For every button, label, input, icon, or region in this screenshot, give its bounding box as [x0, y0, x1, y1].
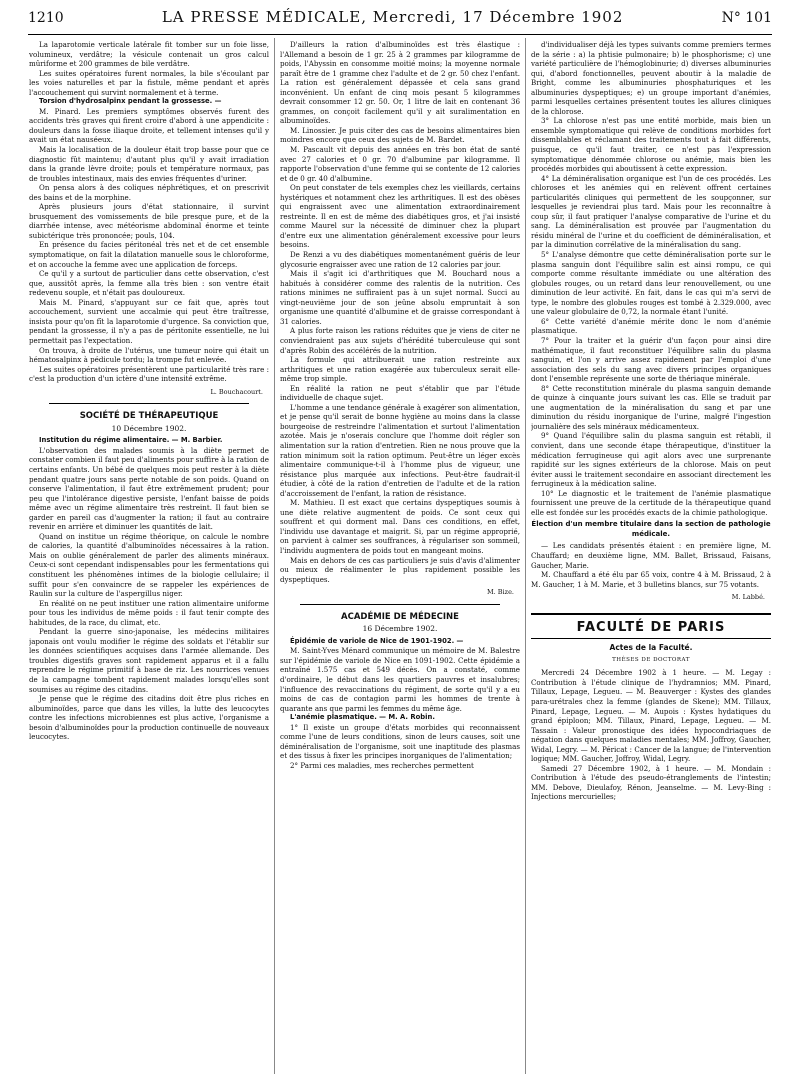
section-date: 10 Décembre 1902. [111, 423, 187, 433]
paragraph: Mercredi 24 Décembre 1902 à 1 heure. — M. Legay : Contribution à l'étude clinique de l'hydramnios; MM. Pinard, Tillaux, Lepage, Legueu. — M. Beauverger : Kystes des glandes para-urétrales chez la femme (glandes de Skene); MM. Tillaux, Pinard, Lepage, Legueu. — M. Aupois : Kystes hydatiques du grand épiploon; MM. Tillaux, Pinard, Lepage, Legueu. — M. Tassain : Valeur pronostique des idées hypocondriaques de négation dans quelques maladies mentales; MM. Joffroy, Gaucher, Widal, Legry. — M. Péricat : Cancer de la langue; de l'intervention logique; MM. Gaucher, Joffroy, Widal, Legry. [531, 668, 771, 764]
section-heading: Actes de la Faculté. [609, 643, 693, 653]
paragraph: Mais la localisation de la douleur était trop basse pour que ce diagnostic fût maintenu; d'autant plus qu'il y avait irradiation dans la grande lèvre droite; pouls et température normaux, pas de troubles intestinaux, mais des envies fréquentes d'uriner. [29, 145, 269, 183]
paragraph: En présence du facies péritonéal très net et de cet ensemble symptomatique, on fait la dilatation manuelle sous le chloroforme, et on accouche la femme avec une application de forceps. [29, 240, 269, 269]
column-divider [525, 38, 526, 1074]
column-1 [29, 40, 269, 1076]
paragraph: 3° La chlorose n'est pas une entité morbide, mais bien un ensemble symptomatique qui relève de conditions morbides fort dissemblables et réclamant des traitements tout à fait différents, puisque, ce qu'il faut traiter, ce n'est pas l'expression symptomatique dénommée chlorose ou anémie, mais bien les procédés morbides qui aboutissent à cette expression. [531, 116, 771, 174]
paragraph: d'individualiser déjà les types suivants comme premiers termes de la série : a) la phtisie pulmonaire; b) le phosphorisme; c) une variété particulière de l'hémoglobinurie; d) diverses albuminuries qui, d'abord fonctionnelles, peuvent aboutir à la maladie de Bright, comme les albuminuries phosphaturiques et les albuminuries dyspeptiques; e) un groupe important d'anémies, parmi lesquelles certaines présentent toutes les allures cliniques de la chlorose. [531, 40, 771, 116]
paragraph: M. Chauffard a été élu par 65 voix, contre 4 à M. Brissaud, 2 à M. Gaucher, 1 à M. Marie, et 3 bulletins blancs, sur 75 votants. [531, 570, 771, 589]
signature: L. Bouchacourt. [210, 387, 263, 396]
section-rule [49, 403, 249, 404]
paragraph: On pensa alors à des coliques néphrétiques, et on prescrivit des bains et de la morphine. [29, 183, 269, 202]
page-number: 1210 [28, 10, 64, 26]
paragraph: On peut constater de tels exemples chez les vieillards, certains hystériques et notamment chez les arthritiques. Il est des obèses qui engraissent avec une alimentation extraordinairement restreinte. Il en est de même des diabétiques gros, et j'ai insisté comme Maurel sur la nécessité de diminuer chez la plupart d'entre eux une alimentation généralement excessive pour leurs besoins. [280, 183, 520, 250]
paragraph: La laparotomie verticale latérale fit tomber sur un foie lisse, volumineux, verdâtre; la vésicule contenait un gros calcul mûriforme et 200 grammes de bile verdâtre. [29, 40, 269, 69]
paragraph: 10° Le diagnostic et le traitement de l'anémie plasmatique fournissent une preuve de la certitude de la thérapeutique quand elle est fondée sur les procédés exacts de la chimie pathologique. [531, 488, 771, 517]
paragraph: L'homme a une tendance générale à exagérer son alimentation, et je pense qu'il serait de bonne hygiène au moins dans la classe bourgeoise de restreindre l'alimentation et surtout l'alimentation azotée. Mais je n'oserais conclure que l'homme doit régler son alimentation sur la ration d'entretien. Rien ne nous prouve que la ration minimum soit la ration optimum. Peut-être un léger excès alimentaire communique-t-il à l'homme plus de vigueur, une résistance plus marquée aux infections. Peut-être faudrait-il étudier, à côté de la ration d'entretien de l'adulte et de la ration d'accroissement de l'enfant, la ration de résistance. [280, 402, 520, 498]
paragraph: Pendant la guerre sino-japonaise, les médecins militaires japonais ont voulu modifier le régime des soldats et l'établir sur les données scientifiques acquises dans l'armée allemande. Des troubles digestifs graves sont rapidement apparus et il a fallu reprendre le régime primitif à base de riz. Les nourrices venues de la campagne tombent rapidement malades lorsqu'elles sont soumises au régime des citadins. [29, 627, 269, 694]
paragraph: De Renzi a vu des diabétiques momentanément guéris de leur glycosurie engraisser avec une ration de 12 calories par jour. [280, 250, 520, 269]
paragraph: 1° Il existe un groupe d'états morbides qui reconnaissent comme l'une de leurs conditions, sinon de leurs causes, soit une déminéralisation de l'organisme, soit une inaptitude des plasmas et des tissus à fixer les principes inorganiques de l'alimentation; [280, 722, 520, 761]
paragraph: 8° Cette reconstitution minérale du plasma sanguin demande de quinze à cinquante jours suivant les cas. Elle se traduit par une augmentation de la minéralisation du sang et par une diminution du résidu inorganique de l'urine, malgré l'ingestion journalière des sels minéraux médicamenteux. [531, 383, 771, 431]
section-heading: Élection d'un membre titulaire dans la section de pathologie médicale. [531, 520, 771, 538]
paragraph: Les suites opératoires présentèrent une particularité très rare : c'est la production d'un ictère d'une intensité extrême. [29, 364, 269, 384]
paragraph: En réalité la ration ne peut s'établir que par l'étude individuelle de chaque sujet. [280, 383, 520, 403]
paragraph: Samedi 27 Décembre 1902, à 1 heure. — M. Mondain : Contribution à l'étude des pseudo-étranglements de l'intestin; MM. Debove, Dieulafoy, Rénon, Jeanselme. — M. Levy-Bing : Injections mercurielles; [531, 763, 771, 802]
paragraph: Les suites opératoires furent normales, la bile s'écoulant par les voies naturelles et par la fistule, même pendant et après l'accouchement qui survint normalement et à terme. [29, 68, 269, 97]
column-divider [274, 38, 275, 1074]
section-date: 16 Décembre 1902. [362, 624, 438, 634]
paragraph: M. Mathieu. Il est exact que certains dyspeptiques soumis à une diète relative augmentent de poids. Ce sont ceux qui souffrent et qui dorment mal. Dans ces conditions, en effet, l'individu use davantage et maigrit. Si, par un régime approprié, on parvient à calmer ses souffrances, à régulariser son sommeil, l'individu augmentera de poids tout en mangeant moins. [280, 498, 520, 555]
column-2 [280, 40, 520, 1076]
paragraph: Mais en dehors de ces cas particuliers je suis d'avis d'alimenter ou mieux de réalimenter le plus rapidement possible les dyspeptiques. [280, 555, 520, 584]
journal-title: LA PRESSE MÉDICALE, Mercredi, 17 Décembre 1902 [161, 8, 624, 26]
page-header [28, 8, 772, 32]
paragraph: M. Pinard. Les premiers symptômes observés furent des accidents très graves qui firent croire d'abord à une appendicite : douleurs dans la fosse iliaque droite, et tellement intenses qu'il y avait un état nauséeux. [29, 106, 269, 145]
faculty-banner [531, 613, 771, 640]
paragraph: — Les candidats présentés étaient : en première ligne, M. Chauffard; en deuxième ligne, MM. Ballet, Brissaud, Faisans, Gaucher, Marie. [531, 541, 771, 570]
section-title: ACADÉMIE DE MÉDECINE [341, 611, 459, 622]
paragraph: 4° La déminéralisation organique est l'un de ces procédés. Les chloroses et les anémies qui en relèvent offrent certaines particularités cliniques qui permettent de les soupçonner, sur lesquelles je reviendrai plus tard. Mais pour les reconnaître à coup sûr, il faut pratiquer l'analyse comparative de l'urine et du sang. La déminéralisation est prouvée par l'augmentation du résidu minéral de l'urine et du coefficient de déminéralisation, et par la diminution corrélative de la minéralisation du sang. [531, 173, 771, 250]
section-rule [300, 604, 500, 605]
column-3 [531, 40, 771, 1076]
paragraph: 9° Quand l'équilibre salin du plasma sanguin est rétabli, il convient, dans une seconde étape thérapeutique, d'instituer la médication ferrugineuse qui agit alors avec une surprenante rapidité sur les signes extérieurs de la chlorose. Mais on peut éviter aussi le traitement secondaire en associant directement les ferrugineux à la médication saline. [531, 431, 771, 489]
paragraph: L'observation des malades soumis à la diète permet de constater combien il faut peu d'aliments pour suffire à la ration de certains enfants. Un bébé de quelques mois peut rester à la diète pendant quatre jours sans perte notable de son poids. Quand on conserve l'alimentation, il faut être extrêmement prudent; pour peu que l'intolérance digestive persiste, l'enfant baisse de poids même avec un régime alimentaire très restreint. Il faut bien se garder en pareil cas d'augmenter la ration; il faut au contraire revenir en arrière et diminuer les quantités de lait. [29, 445, 269, 532]
paragraph: M. Saint-Yves Ménard communique un mémoire de M. Balestre sur l'épidémie de variole de Nice en 1091-1902. Cette épidémie a entraîné 1.575 cas et 549 décès. On a constaté, comme d'ordinaire, le début dans les quartiers pauvres et insalubres; l'influence des revaccinations du régiment, de sorte qu'il y a eu moins de cas de contagion parmi les hommes de trente à quarante ans que parmi les femmes du même âge. [280, 646, 520, 713]
section-heading: L'anémie plasmatique. — M. A. Robin. [290, 713, 435, 722]
paragraph: Mais il s'agit ici d'arthritiques que M. Bouchard nous a habitués à considérer comme des ralentis de la nutrition. Ces rations minimes ne suffiraient pas à un sujet normal. Succi au vingt-neuvième jour de son jeûne absolu empruntait à son organisme une quantité d'albumine et de graisse correspondant à 31 calories. [280, 269, 520, 326]
paragraph: Quand on institue un régime théorique, on calcule le nombre de calories, la quantité d'albuminoïdes nécessaires à la ration. Mais on oublie généralement de parler des aliments minéraux. Ceux-ci sont cependant indispensables pour les fermentations qui constituent les phénomènes intimes de la biologie cellulaire; il suffit pour s'en convaincre de se rappeler les expériences de Raulin sur la culture de l'aspergillus niger. [29, 531, 269, 599]
paragraph: La formule qui attribuerait une ration restreinte aux arthritiques et une ration exagérée aux tuberculeux serait elle-même trop simple. [280, 355, 520, 384]
paragraph: D'ailleurs la ration d'albuminoïdes est très élastique : l'Allemand a besoin de 1 gr. 25 à 2 grammes par kilogramme de poids, l'Abyssin en consomme moitié moins; la moyenne normale paraît être de 1 gramme chez l'adulte et de 2 gr. 50 chez l'enfant. La ration est généralement dépassée et cela sans grand inconvénient. Un enfant de cinq mois pesant 5 kilogrammes devrait consommer 12 gr. 50. Or, 1 litre de lait en contenant 36 grammes, on conçoit facilement qu'il y ait suralimentation en albuminoïdes. [280, 40, 520, 126]
paragraph: Après plusieurs jours d'état stationnaire, il survint brusquement des vomissements de bile presque pure, et de la diarrhée intense, avec météorisme abdominal énorme et teinte subictérique très prononcée; pouls, 104. [29, 202, 269, 240]
section-heading: Institution du régime alimentaire. — M. Barbier. [39, 436, 223, 445]
signature: M. Labbé. [731, 593, 765, 602]
paragraph: A plus forte raison les rations réduites que je viens de citer ne conviendraient pas aux sujets d'hérédité tuberculeuse qui sont d'après Robin des accélérés de la nutrition. [280, 326, 520, 355]
paragraph: 5° L'analyse démontre que cette déminéralisation porte sur le plasma sanguin dont l'équilibre salin est ainsi rompu, ce qui comporte comme résultante immédiate ou une altération des globules rouges, ou un retard dans leur renouvellement, ou une diminution de leur activité. En fait, dans le cas qui m'a servi de type, le nombre des globules rouges est tombé à 2.329.000, avec une valeur globulaire de 0,72, la normale étant l'unité. [531, 250, 771, 317]
issue-number: N° 101 [721, 10, 772, 26]
section-title: FACULTÉ DE PARIS [576, 619, 726, 635]
section-title: SOCIÉTÉ DE THÉRAPEUTIQUE [79, 411, 219, 422]
paragraph: M. Pascault vit depuis des années en très bon état de santé avec 27 calories et 0 gr. 70 d'albumine par kilogramme. Il rapporte l'observation d'une femme qui se contente de 12 calories et de 0 gr. 40 d'albumine. [280, 145, 520, 183]
header-rule [28, 34, 772, 35]
paragraph: En réalité on ne peut instituer une ration alimentaire uniforme pour tous les individus de même poids : il faut tenir compte des habitudes, de la race, du climat, etc. [29, 598, 269, 627]
section-heading: Torsion d'hydrosalpinx pendant la grossesse. — [39, 97, 222, 106]
signature: M. Bize. [487, 588, 514, 597]
paragraph: M. Linossier. Je puis citer des cas de besoins alimentaires bien moindres encore que ceux des sujets de M. Bardet. [280, 125, 520, 145]
subsection-heading: THÈSES DE DOCTORAT [612, 656, 690, 663]
paragraph: 7° Pour la traiter et la guérir d'un façon pour ainsi dire mathématique, il faut reconstituer l'équilibre salin du plasma sanguin, et l'on y arrive assez rapidement par l'emploi d'une association des sels du sang avec divers principes organiques dont l'ensemble représente une sorte de thériaque minérale. [531, 335, 771, 384]
paragraph: Je pense que le régime des citadins doit être plus riches en albuminoïdes, parce que dans les villes, la lutte des leucocytes contre les infections microbiennes est plus active, l'organisme a besoin d'albuminoïdes pour la production continuelle de nouveaux leucocytes. [29, 694, 269, 742]
paragraph: 2° Parmi ces maladies, mes recherches permettent [290, 760, 474, 770]
paragraph: Mais M. Pinard, s'appuyant sur ce fait que, après tout accouchement, survient une accalmie qui peut être traîtresse, insista pour qu'on fît la laparotomie d'urgence. Sa conviction que, pendant la grossesse, il n'y a pas de péritonite essentielle, ne lui permettait pas l'expectation. [29, 297, 269, 345]
paragraph: Ce qu'il y a surtout de particulier dans cette observation, c'est que, aussitôt après, la femme alla très bien : son ventre était redevenu souple, et n'était pas douloureux. [29, 269, 269, 298]
section-heading: Épidémie de variole de Nice de 1901-1902. — [290, 636, 464, 645]
paragraph: 6° Cette variété d'anémie mérite donc le nom d'anémie plasmatique. [531, 316, 771, 336]
paragraph: On trouva, à droite de l'utérus, une tumeur noire qui était un hématosalpinx à pédicule tordu; la trompe fut enlevée. [29, 345, 269, 365]
